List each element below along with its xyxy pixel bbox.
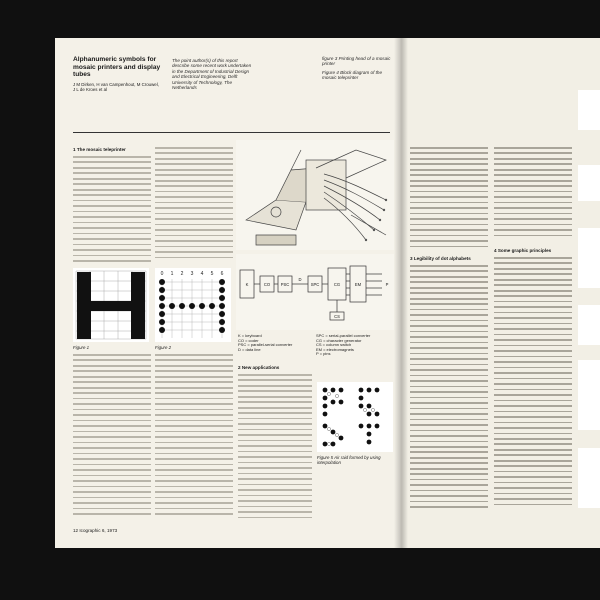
article-title: Alphanumeric symbols for mosaic printers and display tubes — [73, 56, 161, 79]
fig3-caption: figure 3 Printing head of a mosaic printer — [322, 56, 391, 67]
legend-left-item: PSC = parallel-serial converter — [238, 342, 293, 348]
column-1-text-bottom — [73, 354, 151, 519]
article-authors: J M Dirken, H van Campenhout, M Crouwel, J L de Kroes et al — [73, 82, 159, 93]
legend-right-item: SPC = serial-parallel converter — [316, 333, 371, 338]
legend-right-item: CG = character generator — [316, 337, 362, 343]
fig2-col-1: 1 — [170, 271, 174, 277]
legend-right — [316, 334, 394, 357]
page-gutter — [394, 38, 408, 548]
right-edge-figure-6 — [578, 448, 600, 508]
header-rule — [73, 132, 390, 133]
legend-left-item: D = data line — [238, 346, 261, 352]
figure-2-dot-matrix — [155, 268, 231, 342]
block-k: K — [245, 282, 249, 287]
legend-left-item: CO = coder — [238, 337, 259, 343]
right-edge-figure-1 — [578, 90, 600, 130]
right-page-column-1-bottom — [410, 265, 488, 512]
section-3-heading: 3 Legibility of dot alphabets — [410, 256, 471, 261]
column-2-text-bottom — [155, 354, 233, 519]
intro-note: The point author(s) of this report describe some recent work undertaken in the Department of Industrial Design and Electrical Engineering, Delft University of Technology, The Netherlands — [172, 58, 252, 91]
figure-2-caption: Figure 2 — [155, 345, 172, 350]
section-1-heading: 1 The mosaic teleprinter — [73, 147, 126, 152]
figure-1-caption: Figure 1 — [73, 345, 90, 350]
right-edge-figure-4 — [578, 305, 600, 345]
label-d: D — [298, 277, 302, 282]
fig4-caption: Figure 4 Block diagram of the mosaic teleprinter — [322, 70, 383, 81]
figure-5-interpolation — [317, 382, 393, 452]
right-page-column-2-bottom — [494, 257, 572, 509]
right-page-column-2-top — [494, 147, 572, 240]
figure-3-printing-head — [236, 140, 394, 250]
block-spc: SPC — [310, 282, 320, 287]
figure-4-block-diagram — [236, 254, 394, 330]
fig2-col-0: 0 — [160, 271, 164, 277]
legend-right-item: CS = column switch — [316, 342, 352, 348]
column-1-text-top — [73, 156, 151, 266]
fig2-col-6: 6 — [220, 271, 224, 277]
column-2-text-top — [155, 147, 233, 262]
label-cs: CS — [334, 314, 340, 319]
right-edge-figure-3 — [578, 228, 600, 288]
page-footer: 12 Icographic 6, 1973 — [73, 528, 118, 533]
legend-right-item: P = pins — [316, 351, 331, 357]
legend-left-item: K = keyboard — [238, 333, 262, 338]
block-co: CO — [263, 282, 271, 287]
fig2-col-4: 4 — [200, 271, 204, 277]
section-4-heading: 4 Some graphic principles — [494, 248, 552, 253]
fig2-col-5: 5 — [210, 271, 214, 277]
label-p: P — [385, 282, 389, 287]
column-3-text — [238, 374, 312, 522]
fig2-col-3: 3 — [190, 271, 194, 277]
legend-left — [238, 334, 308, 352]
block-cg: CG — [333, 282, 341, 287]
figure-1-letter-h — [73, 268, 149, 342]
block-em: EM — [354, 282, 362, 287]
fig2-col-2: 2 — [180, 271, 184, 277]
right-page-column-1-top — [410, 147, 488, 251]
right-edge-figure-2 — [578, 165, 600, 201]
figure-5-caption: Figure 5 Air raid formed by using interpolation — [317, 455, 381, 466]
section-2-heading: 2 New applications — [238, 365, 280, 370]
right-edge-figure-5 — [578, 360, 600, 430]
legend-right-item: EM = electromagnets — [316, 346, 354, 352]
block-psc: PSC — [280, 282, 290, 287]
